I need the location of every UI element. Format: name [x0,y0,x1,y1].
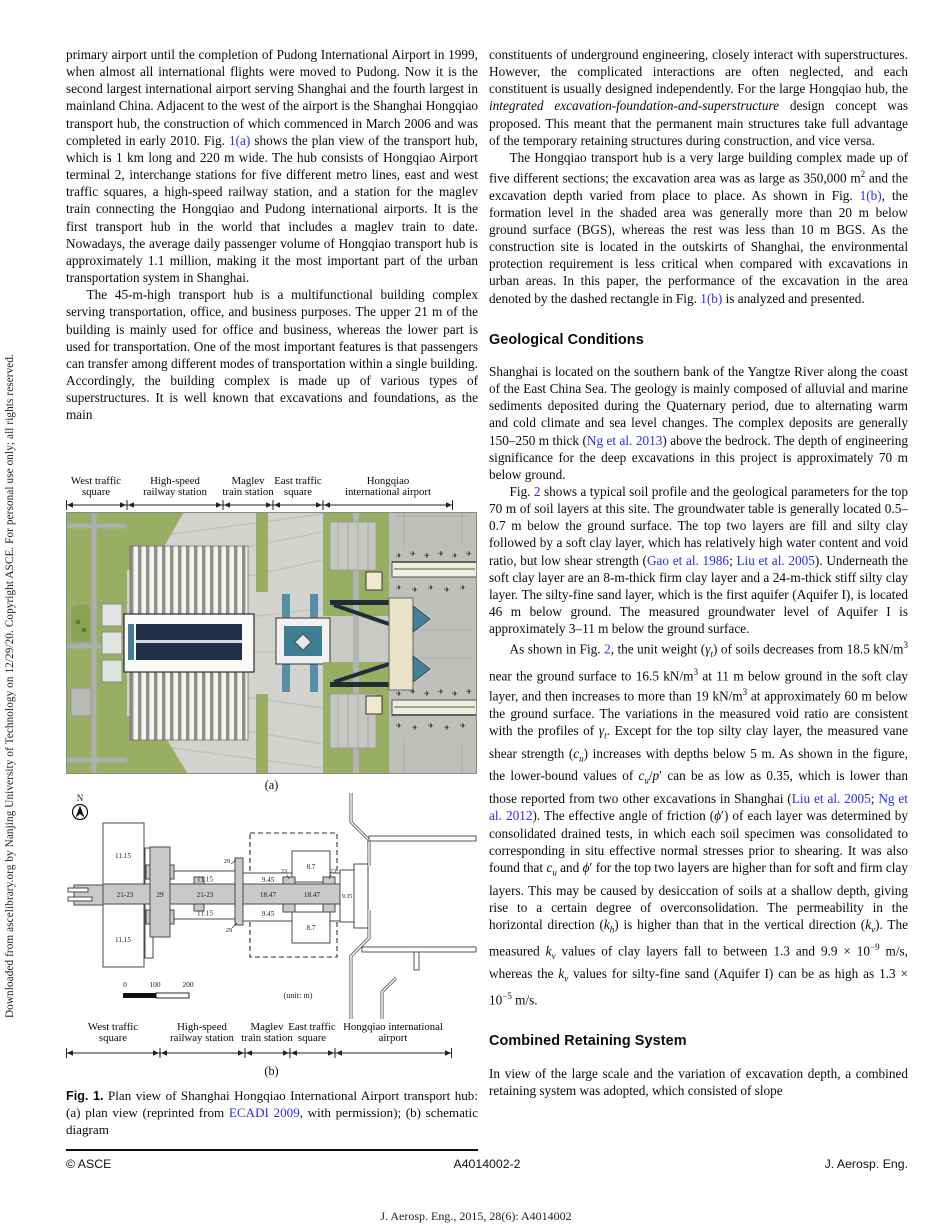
body-paragraph: Shanghai is located on the southern bank of the Yangtze River along the coast of the East China Sea. The geology is mainly composed of alluvial and marine sediments deposited during the Quaternary period, due to alternating warm and cold climate and sea level changes. The complex deposits are generally 150–250 m thick (Ng et al. 2013) above the bedrock. The depth of engineering significance for the deep excavations in this project is approximately 70 m below ground. [489,363,908,482]
svg-text:23: 23 [280,868,288,875]
svg-text:8.7: 8.7 [306,863,316,871]
svg-text:✈: ✈ [424,552,430,560]
citation-link[interactable]: Ng et al. 2012 [489,791,908,824]
figure-a-span-labels [66,476,477,500]
bottom-citation-note: J. Aerosp. Eng., 2015, 28(6): A4014002 [380,1209,572,1223]
span-label: West traffic square [70,475,122,499]
citation-link[interactable]: 1(b) [700,290,723,306]
svg-text:✈: ✈ [396,552,402,560]
svg-text:0: 0 [123,980,127,989]
figure-b-span-labels [66,1022,477,1046]
svg-text:✈: ✈ [396,690,402,698]
section-heading-geological-conditions: Geological Conditions [489,331,644,348]
citation-link[interactable]: 2 [533,484,541,499]
svg-text:✈: ✈ [460,584,466,592]
citation-link[interactable]: Gao et al. 1986 [646,552,730,568]
svg-text:100: 100 [149,980,161,989]
span-label: Maglev train station [241,1021,293,1045]
citation-link[interactable]: 1(b) [859,187,882,203]
citation-link[interactable]: ECADI 2009 [228,1104,300,1120]
svg-text:✈: ✈ [466,688,472,696]
svg-text:✈: ✈ [466,550,472,558]
body-paragraph: As shown in Fig. 2, the unit weight $(\gamma_t)$ of soils decreases from 18.5 $kN/m^3$ near the ground surface to 16.5 $kN/m^3$ at 11 m below ground in the soft clay layer, and then increases to more than 19 $kN/m^3$ at approximately 60 m below the ground surface. The variations in the measured void ratio are consistent with the profiles of $\gamma_t$. Except for the top silty clay layer, the measured vane shear strength $(c_u)$ increases with depths below 5 m. As shown in the figure, the lower-bound values of $c_u/p'$ can be as low as 0.35, which is lower than those reported from two other excavations in Shanghai (Liu et al. 2005; Ng et al. 2012). The effective angle of friction (ϕ′) of each layer was determined by consolidated drained tests, in which each soil specimen was consolidated to corresponding in situ effective normal stresses prior to shearing. It was also found that $c_u$ and ϕ′ for the top two layers are higher than for soft and firm clay layers. This may be caused by desiccation of soils at a shallow depth, giving rise to a certain degree of overconsolidation. The permeability in the horizontal direction $(k_h)$ is higher than that in the vertical direction $(k_v)$. The measured $k_v$ values of clay layers fall to between 1.3 and $9.9 \times 10^{-9}$ m/s, whereas the $k_v$ values for silty-fine sand (Aquifer I) can be as high as $1.3 \times 10^{-5}$ m/s. [489,640,909,1008]
right-column [489,46,908,1099]
span-label: High-speed railway station [170,1021,234,1045]
figure-b-subcaption: (b) [264,1064,279,1078]
span-label: Hongqiao international airport [344,475,432,499]
citation-link[interactable]: Ng et al. 2013 [586,432,663,448]
svg-text:9.45: 9.45 [261,876,275,884]
svg-text:✈: ✈ [428,722,434,730]
span-label: Maglev train station [222,475,274,499]
svg-text:✈: ✈ [412,586,418,594]
unit-note: (unit: m) [283,991,313,1000]
body-paragraph: The 45-m-high transport hub is a multifunctional building complex serving transportation, office, and business purposes. The upper 21 m of the building is mainly used for office and business, whereas the lower part is used for transportation. One of the most important features is that passengers can transfer among different modes of transportation within a single building. Accordingly, the building complex is made up of various types of superstructures. It is well known that excavations and foundations, as the main [66,287,478,423]
section-heading-combined-retaining-system: Combined Retaining System [489,1033,687,1050]
west-square-art [66,512,127,774]
svg-text:✈: ✈ [410,550,416,558]
svg-text:9.45: 9.45 [261,910,275,918]
svg-text:23: 23 [329,868,337,875]
high-speed-station-art [124,546,254,740]
span-label: West traffic square [87,1021,139,1045]
body-paragraph: The Hongqiao transport hub is a very large building complex made up of five different sections; the excavation area was as large as 350,000 $m^2$ and the excavation depth varied from place to place. As shown in Fig. 1(b), the formation level in the shaded area was generally more than 20 m below ground surface (BGS), whereas the rest was less than 10 m BGS. As the construction site is located in the outskirts of Shanghai, the environmental protection requirement is less critical when compared with excavations in urban areas. In this paper, the performance of the excavation in the area denoted by the dashed rectangle in Fig. 1(b) is analyzed and presented. [489,149,909,306]
body-paragraph: In view of the large scale and the variation of excavation depth, a combined retaining system was adopted, which consisted of slope [489,1065,908,1098]
svg-text:✈: ✈ [438,550,444,558]
body-paragraph: primary airport until the completion of Pudong International Airport in 1999, when almost all international flights were moved to Pudong. Now it is the second largest international airport serving Shanghai and the fourth largest in mainland China. Adjacent to the west of the airport is the Shanghai Hongqiao transport hub, the construction of which commenced in March 2006 and was completed in early 2010. Fig. 1(a) shows the plan view of the transport hub, which is 1 km long and 220 m wide. The hub consists of Hongqiao Airport terminal 2, interchange stations for five different metro lines, east and west traffic squares, a high-speed railway station, and a station for the maglev train connecting the Hongqiao and Pudong international airports. It is the first transport hub in the world that includes a maglev train to date. Nowadays, the average daily passenger volume of Hongqiao transport hub is approximately 1.1 million, making it the most important part of the urban transportation system in Shanghai. [66,47,478,286]
svg-text:18.47: 18.47 [303,891,321,899]
svg-text:✈: ✈ [410,688,416,696]
figure-a-subcaption: (a) [264,778,279,792]
svg-text:9.35: 9.35 [341,894,353,900]
svg-text:✈: ✈ [428,584,434,592]
citation-link[interactable]: Liu et al. 2005 [736,552,815,568]
svg-text:11.15: 11.15 [197,909,213,918]
svg-text:N: N [76,793,84,803]
span-label: Hongqiao international airport [343,1021,443,1045]
svg-text:200: 200 [182,980,194,989]
footer-page-id: A4014002-2 [453,1157,521,1171]
svg-text:11.15: 11.15 [115,852,131,860]
figure-caption: Fig. 1. Plan view of Shanghai Hongqiao International Airport transport hub: (a) plan view (reprinted from ECADI 2009, with permission); (b) schematic diagram [66,1088,479,1137]
svg-text:✈: ✈ [452,690,458,698]
span-label: High-speed railway station [143,475,207,499]
svg-text:11.15: 11.15 [197,875,213,884]
caption-divider-rule [66,1149,478,1151]
figure-a-aerial-plan [66,512,477,774]
left-column [66,46,478,423]
citation-link[interactable]: 1(a) [228,132,251,148]
airport-boundary-lines [351,793,476,1019]
svg-text:✈: ✈ [444,586,450,594]
svg-text:8.7: 8.7 [306,924,316,932]
svg-text:✈: ✈ [460,722,466,730]
figure-a-dimension-arrows [66,500,477,510]
citation-link[interactable]: 2 [604,641,611,657]
svg-text:✈: ✈ [424,690,430,698]
svg-text:✈: ✈ [412,724,418,732]
svg-text:21-23: 21-23 [116,891,134,899]
body-paragraph: constituents of underground engineering, closely interact with superstructures. However, the complicated interactions are often neglected, and each constituent is usually designed independently. For the large Hongqiao hub, the integrated excavation-foundation-and-superstructure design concept was proposed. This meant that the permanent main structures take full advantage of the temporary retaining structures during construction, and vice versa. [489,47,908,148]
footer-copyright: © ASCE [66,1157,112,1171]
svg-text:29: 29 [225,927,233,934]
svg-text:21-23: 21-23 [196,891,214,899]
figure-b-schematic [66,792,477,1020]
download-watermark: Downloaded from ascelibrary.org by Nanjing University of Technology on 12/29/20. Copyright ASCE. For personal use only; all rights reserved. [4,354,16,1018]
svg-text:18.47: 18.47 [259,891,277,899]
svg-text:✈: ✈ [396,584,402,592]
citation-link[interactable]: Liu et al. 2005 [791,791,871,807]
svg-text:29: 29 [223,858,231,865]
svg-text:✈: ✈ [396,722,402,730]
svg-text:✈: ✈ [452,552,458,560]
svg-text:29: 29 [156,891,164,899]
svg-text:11.15: 11.15 [115,936,131,944]
span-label: East traffic square [288,1021,336,1045]
scale-bar [123,980,194,998]
svg-text:✈: ✈ [438,688,444,696]
footer-journal: J. Aerosp. Eng. [824,1157,908,1171]
svg-text:✈: ✈ [444,724,450,732]
span-label: East traffic square [274,475,322,499]
figure-b-dimension-arrows [66,1048,477,1058]
north-arrow-icon [73,793,88,820]
body-paragraph: Fig. 2 shows a typical soil profile and the geological parameters for the top 70 m of soil layers at this site. The groundwater table is generally located 0.5–0.7 m below the ground surface. The top two layers are fill and silty clay followed by a soft clay layer, which has relatively high water content and void ratio, but low shear strength (Gao et al. 1986; Liu et al. 2005). Underneath the soft clay layer are an 8-m-thick firm clay layer and a 24-m-thick stiff silty clay layer. The silty-fine sand layer, which is the first aquifer (Aquifer I), is located 46 m below ground. The measured groundwater level of Aquifer I is approximately 3–11 m below the ground surface. [489,484,909,637]
